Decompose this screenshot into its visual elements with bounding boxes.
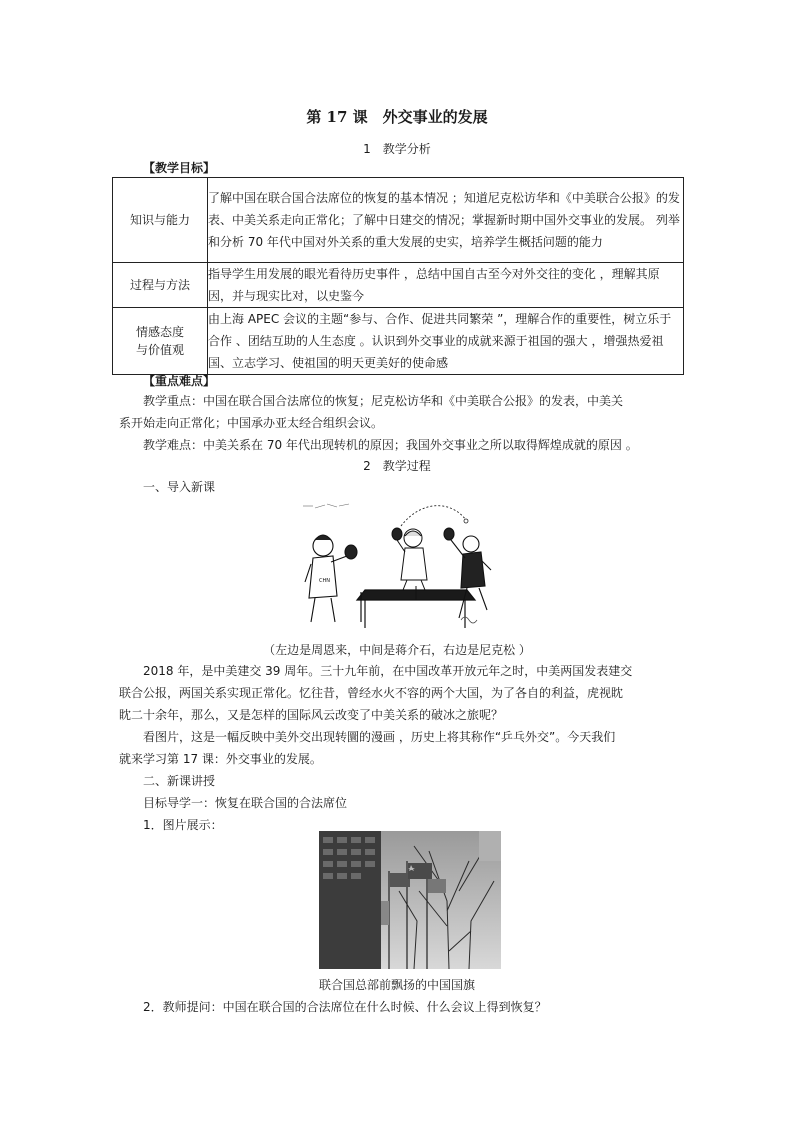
part-heading-lesson: 二、新课讲授 bbox=[143, 774, 216, 788]
section-heading-process: 2 教学过程 bbox=[363, 459, 431, 473]
goals-row-attitude bbox=[113, 308, 684, 375]
photo-caption: 联合国总部前飘扬的中国国旗 bbox=[318, 978, 475, 992]
part-heading-intro: 一、导入新课 bbox=[143, 480, 216, 494]
key-point-line: 系开始走向正常化；中国承办亚太经合组织会议。 bbox=[119, 416, 384, 430]
paragraph-line: 联合公报，两国关系实现正常化。忆往昔，曾经水火不容的两个大国，为了各自的利益，虎视眈 bbox=[119, 686, 624, 700]
key-point-line: 教学重点：中国在联合国合法席位的恢复；尼克松访华和《中美联合公报》的发表，中美关 bbox=[143, 394, 624, 408]
paragraph-line: 看图片，这是一幅反映中美外交出现转圜的漫画 ，历史上将其称作“乒乓外交”。今天我们 bbox=[143, 730, 616, 744]
paragraph-line: 2018 年，是中美建交 39 周年。三十九年前，在中国改革开放元年之时，中美两国发表建交 bbox=[143, 664, 633, 678]
goals-label-line: 知识与能力 bbox=[129, 213, 190, 227]
goals-row-label bbox=[113, 178, 208, 263]
step-line: 1．图片展示： bbox=[143, 818, 223, 832]
paragraph-line: 就来学习第 17 课：外交事业的发展。 bbox=[119, 752, 322, 766]
lesson-title: 第 17 课 外交事业的发展 bbox=[306, 108, 488, 126]
goals-row-content: 由上海 APEC 会议的主题“参与、合作、促进共同繁荣 ”，理解合作的重要性，树立乐于合作 、团结互助的人生态度 。认识到外交事业的成就来源于祖国的强大 ，增强热爱祖国、立志学习、使祖国的明天更美好的使命感 bbox=[208, 308, 684, 375]
ping-pong-cartoon bbox=[301, 500, 493, 632]
goals-label: 【教学目标】 bbox=[143, 161, 216, 175]
difficulty-line: 教学难点：中美关系在 70 年代出现转机的原因；我国外交事业之所以取得辉煌成就的原因 。 bbox=[143, 438, 638, 452]
goals-row-label bbox=[113, 263, 208, 308]
teaching-goals-table bbox=[112, 177, 684, 375]
step-line: 2．教师提问：中国在联合国的合法席位在什么时候、什么会议上得到恢复？ bbox=[143, 1000, 547, 1014]
cartoon-bag-label: CHN bbox=[319, 578, 330, 584]
paragraph-line: 眈二十余年，那么，又是怎样的国际风云改变了中美关系的破冰之旅呢？ bbox=[119, 708, 504, 722]
goals-label-line: 过程与方法 bbox=[129, 278, 190, 292]
section-heading-analysis: 1 教学分析 bbox=[363, 142, 431, 156]
objective-heading: 目标导学一：恢复在联合国的合法席位 bbox=[143, 796, 348, 810]
goals-label-line: 情感态度 bbox=[135, 325, 184, 339]
goals-row-content: 了解中国在联合国合法席位的恢复的基本情况 ；知道尼克松访华和《中美联合公报》的发表、中美关系走向正常化；了解中日建交的情况；掌握新时期中国外交事业的发展。 列举和分析 70 年代中国对外关系的重大发展的史实，培养学生概括问题的能力 bbox=[208, 178, 684, 263]
un-flags-photo bbox=[319, 831, 501, 969]
goals-row-knowledge bbox=[113, 178, 684, 263]
cartoon-caption: （左边是周恩来，中间是蒋介石，右边是尼克松 ） bbox=[263, 643, 531, 657]
goals-label-line: 与价值观 bbox=[135, 343, 184, 357]
key-points-label: 【重点难点】 bbox=[143, 374, 216, 388]
goals-row-label bbox=[113, 308, 208, 375]
goals-row-process bbox=[113, 263, 684, 308]
goals-row-content: 指导学生用发展的眼光看待历史事件 ，总结中国自古至今对外交往的变化 ，理解其原因，并与现实比对，以史鉴今 bbox=[208, 263, 684, 308]
